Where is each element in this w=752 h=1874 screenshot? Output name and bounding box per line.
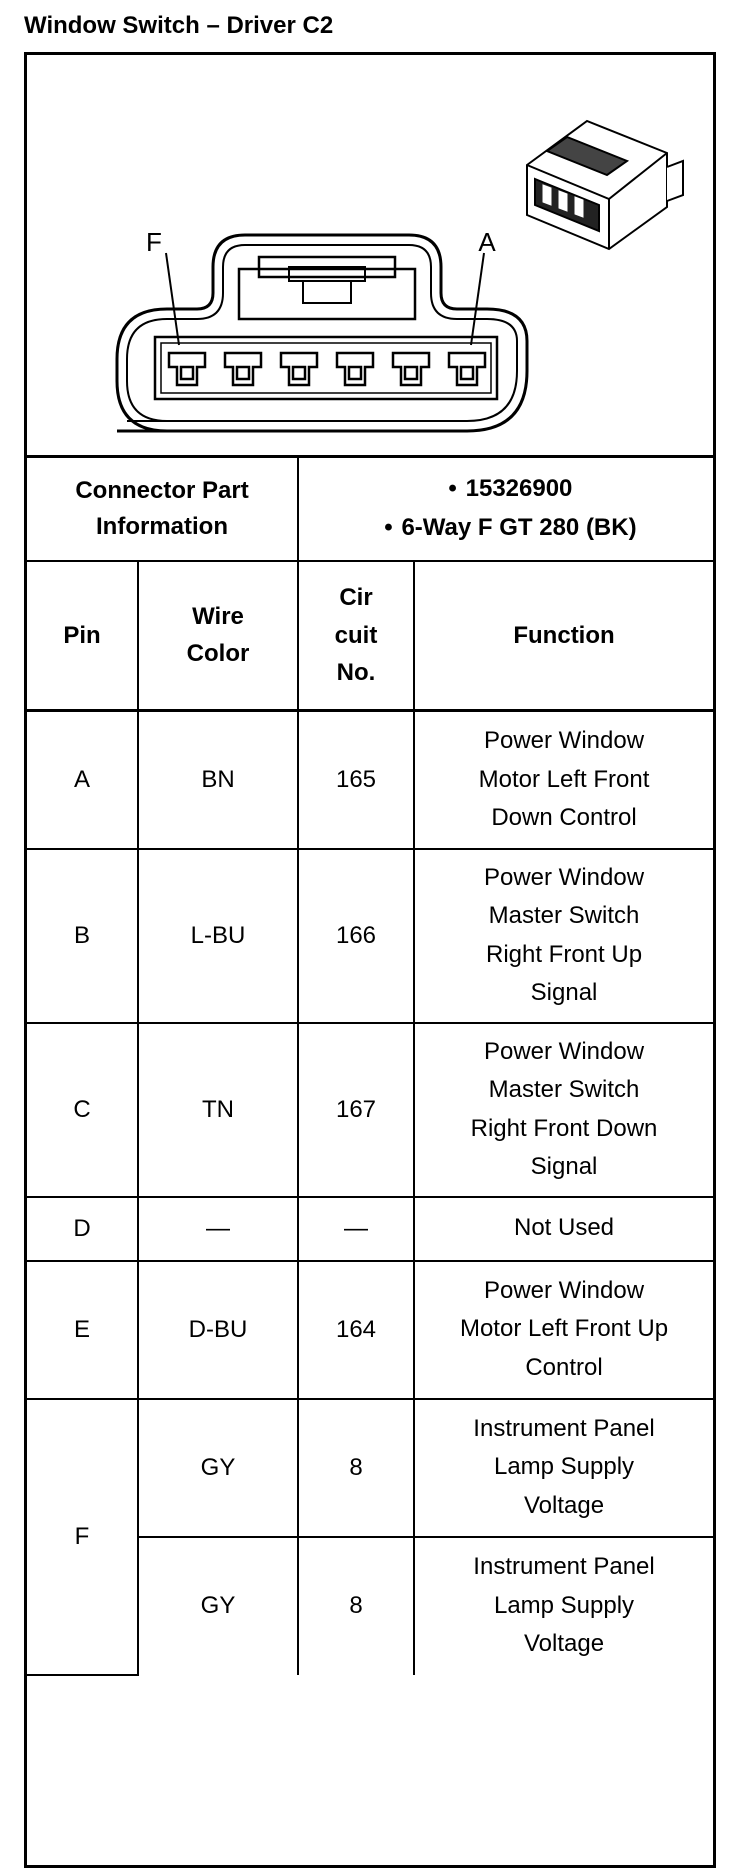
connector-diagram <box>27 55 713 455</box>
function-cell <box>414 1537 713 1675</box>
function-line: Motor Left Front Up <box>459 1315 669 1343</box>
table-row <box>27 1261 713 1399</box>
pin-cell: B <box>27 849 138 1023</box>
connector-info-label: Connector Part Information <box>27 457 298 561</box>
header-circuit-no: Cir cuit No. <box>298 561 414 711</box>
function-cell <box>414 1261 713 1399</box>
function-line: Voltage <box>523 1491 605 1519</box>
part-number: • 15326900 <box>299 470 713 508</box>
pin-cavity <box>337 353 373 385</box>
wire-color-cell: TN <box>138 1023 298 1197</box>
wire-color-cell: GY <box>138 1399 298 1537</box>
function-line: Instrument Panel <box>473 1414 655 1442</box>
wire-color-cell: GY <box>138 1537 298 1675</box>
header-row <box>27 561 713 711</box>
wire-color-cell: L-BU <box>138 849 298 1023</box>
pinout-table <box>27 455 713 1676</box>
function-line: Down Control <box>491 803 637 831</box>
function-cell <box>414 849 713 1023</box>
function-line: Signal <box>530 978 598 1006</box>
pin-cell: C <box>27 1023 138 1197</box>
function-line: Power Window <box>483 863 645 891</box>
function-cell <box>414 711 713 849</box>
pin-cavity <box>225 353 261 385</box>
connector-info-row <box>27 457 713 561</box>
header-wire-color: Wire Color <box>138 561 298 711</box>
table-row <box>27 1197 713 1261</box>
page-title: Window Switch – Driver C2 <box>24 12 334 39</box>
function-line: Power Window <box>483 727 645 755</box>
table-row <box>27 1023 713 1197</box>
header-pin: Pin <box>27 561 138 711</box>
function-cell <box>414 1399 713 1537</box>
function-cell <box>414 1023 713 1197</box>
pin-label-f: F <box>146 227 162 257</box>
circuit-cell: 8 <box>298 1399 414 1537</box>
table-row <box>27 849 713 1023</box>
pin-cell: F <box>27 1399 138 1675</box>
function-line: Instrument Panel <box>473 1553 655 1581</box>
function-line: Voltage <box>523 1630 605 1658</box>
function-line: Power Window <box>483 1276 645 1304</box>
function-line: Signal <box>530 1152 598 1180</box>
function-line: Control <box>525 1353 603 1381</box>
function-line: Not Used <box>513 1214 615 1242</box>
pin-cavity <box>393 353 429 385</box>
function-line: Power Window <box>483 1037 645 1065</box>
function-cell <box>414 1197 713 1261</box>
table-row <box>27 1399 713 1537</box>
pin-cell: D <box>27 1197 138 1261</box>
circuit-cell: 167 <box>298 1023 414 1197</box>
connector-face-drawing <box>27 55 713 455</box>
connector-part-list <box>298 457 713 561</box>
pin-label-a: A <box>478 227 496 257</box>
function-line: Master Switch <box>488 1076 640 1104</box>
circuit-cell: 164 <box>298 1261 414 1399</box>
wire-color-cell: — <box>138 1197 298 1261</box>
function-line: Motor Left Front <box>478 765 650 793</box>
function-line: Right Front Up <box>485 940 643 968</box>
function-line: Right Front Down <box>470 1114 658 1142</box>
part-description: • 6-Way F GT 280 (BK) <box>299 509 713 547</box>
wire-color-cell: BN <box>138 711 298 849</box>
wire-color-cell: D-BU <box>138 1261 298 1399</box>
pin-cavity <box>281 353 317 385</box>
connector-sheet <box>24 52 716 1868</box>
function-line: Lamp Supply <box>493 1591 635 1619</box>
pin-cell: E <box>27 1261 138 1399</box>
pin-cell: A <box>27 711 138 849</box>
pin-cavity <box>169 353 205 385</box>
circuit-cell: 165 <box>298 711 414 849</box>
function-line: Lamp Supply <box>493 1453 635 1481</box>
table-row <box>27 711 713 849</box>
circuit-cell: — <box>298 1197 414 1261</box>
header-function: Function <box>414 561 713 711</box>
pin-cavity <box>449 353 485 385</box>
circuit-cell: 166 <box>298 849 414 1023</box>
circuit-cell: 8 <box>298 1537 414 1675</box>
function-line: Master Switch <box>488 902 640 930</box>
connector-3d-icon <box>527 121 683 249</box>
